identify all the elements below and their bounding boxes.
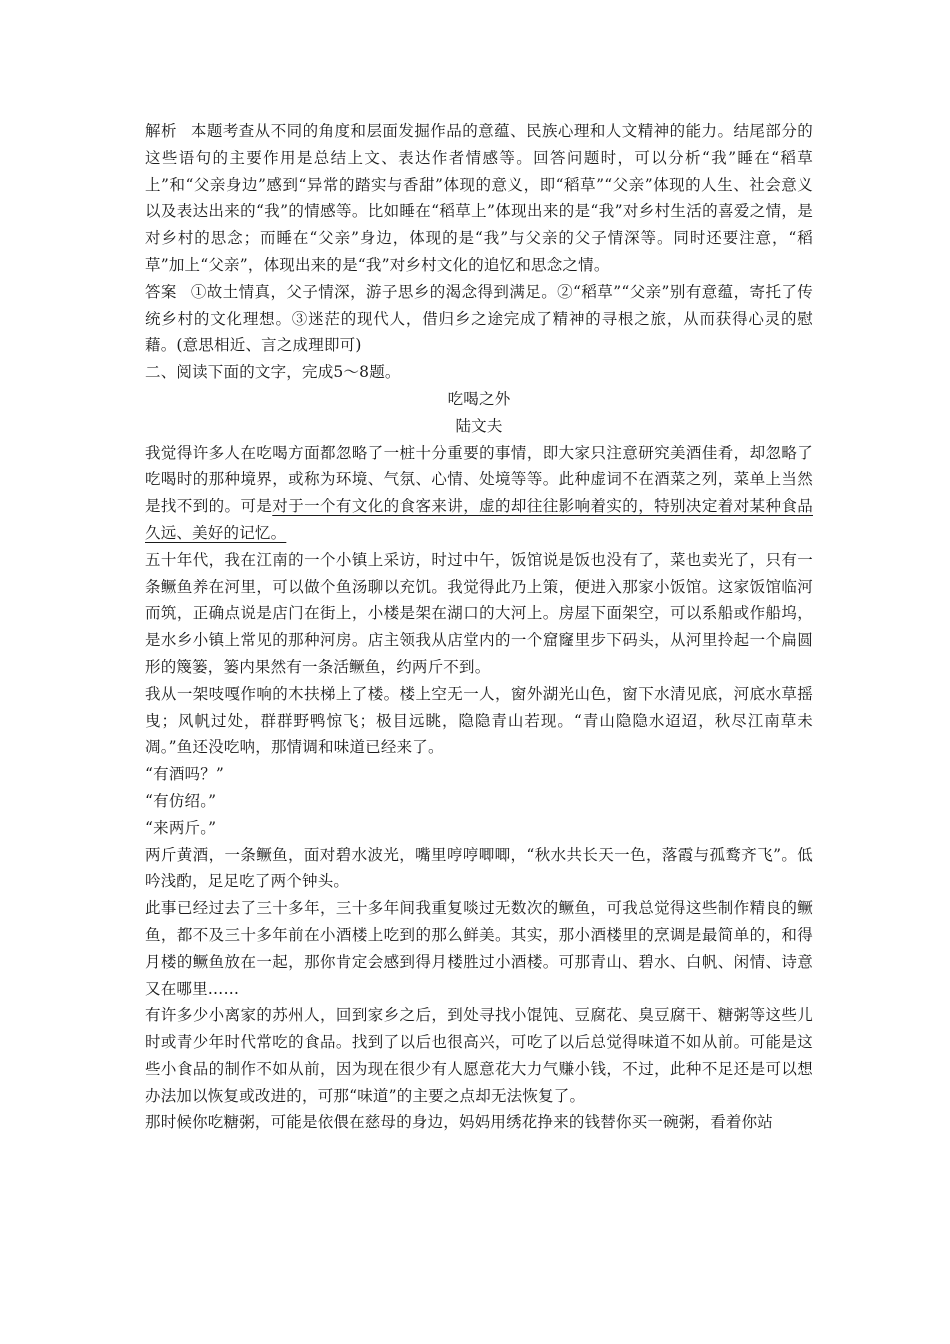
answer-label: 答案: [145, 282, 177, 301]
document-page: [145, 118, 813, 1136]
article-paragraph-1: [145, 440, 813, 547]
analysis-label: 解析: [145, 122, 177, 140]
analysis-paragraph: [145, 118, 813, 279]
analysis-text: 本题考查从不同的角度和层面发掘作品的意蕴、民族心理和人文精神的能力。结尾部分的这些语句的主要作用是总结上文、表达作者情感等。回答问题时，可以分析“我”睡在“稻草上”和“父亲身边”感到“异常的踏实与香甜”体现的意义，即“稻草”“父亲”体现的人生、社会意义以及表达出来的“我”的情感等。比如睡在“稻草上”体现出来的是“我”对乡村生活的喜爱之情，是对乡村的思念；而睡在“父亲”身边，体现的是“我”与父亲的父子情深等。同时还要注意，“稻草”加上“父亲”，体现出来的是“我”对乡村文化的追忆和思念之情。: [145, 122, 813, 274]
underlined-sentence: 对于一个有文化的食客来讲，虚的却往往影响着实的，特别决定着对某种食品久远、美好的记忆。: [145, 497, 813, 542]
dialogue-line-3: “来两斤。”: [145, 818, 217, 837]
article-paragraph-2: 五十年代，我在江南的一个小镇上采访，时过中午，饭馆说是饭也没有了，菜也卖光了，只有一条鳜鱼养在河里，可以做个鱼汤聊以充饥。我觉得此乃上策，便进入那家小饭馆。这家饭馆临河而筑，正确点说是店门在街上，小楼是架在湖口的大河上。房屋下面架空，可以系船或作船坞，是水乡小镇上常见的那种河房。店主领我从店堂内的一个窟窿里步下码头，从河里拎起一个扁圆形的篾篓，篓内果然有一条活鳜鱼，约两斤不到。: [145, 550, 813, 676]
dialogue-line-2: “有仿绍。”: [145, 791, 217, 810]
article-paragraph-10: 那时候你吃糖粥，可能是依偎在慈母的身边，妈妈用绣花挣来的钱替你买一碗粥，看着你站: [145, 1113, 774, 1132]
answer-paragraph: [145, 279, 813, 359]
dialogue-line-1: “有酒吗？”: [145, 765, 225, 784]
article-paragraph-7: 两斤黄酒，一条鳜鱼，面对碧水波光，嘴里哼哼唧唧，“秋水共长天一色，落霞与孤鹜齐飞”。低吟浅酌，足足吃了两个钟头。: [145, 845, 813, 891]
article-title: 吃喝之外: [447, 389, 511, 408]
article-paragraph-3: 我从一架吱嘎作响的木扶梯上了楼。楼上空无一人，窗外湖光山色，窗下水清见底，河底水草摇曳；风帆过处，群群野鸭惊飞；极目远眺，隐隐青山若现。“青山隐隐水迢迢，秋尽江南草未凋。”鱼还没吃呐，那情调和味道已经来了。: [145, 684, 813, 757]
section-heading: 二、阅读下面的文字，完成5～8题。: [145, 363, 401, 382]
article-paragraph-8: 此事已经过去了三十多年，三十多年间我重复啖过无数次的鳜鱼，可我总觉得这些制作精良的鳜鱼，都不及三十多年前在小酒楼上吃到的那么鲜美。其实，那小酒楼里的烹调是最简单的，和得月楼的鳜鱼放在一起，那你肯定会感到得月楼胜过小酒楼。可那青山、碧水、白帆、闲情、诗意又在哪里……: [145, 899, 813, 998]
article-paragraph-9: 有许多少小离家的苏州人，回到家乡之后，到处寻找小馄饨、豆腐花、臭豆腐干、糖粥等这些儿时或青少年时代常吃的食品。找到了以后也很高兴，可吃了以后总觉得味道不如从前。可能是这些小食品的制作不如从前，因为现在很少有人愿意花大力气赚小钱，不过，此种不足还是可以想办法加以恢复或改进的，可那“味道”的主要之点却无法恢复了。: [145, 1006, 813, 1105]
answer-text: ①故土情真，父子情深，游子思乡的渴念得到满足。②“稻草”“父亲”别有意蕴，寄托了传统乡村的文化理想。③迷茫的现代人，借归乡之途完成了精神的寻根之旅，从而获得心灵的慰藉。(意思相近、言之成理即可): [145, 282, 813, 355]
article-author: 陆文夫: [455, 416, 503, 435]
paragraph-1-text: 我觉得许多人在吃喝方面都忽略了一桩十分重要的事情，即大家只注意研究美酒佳肴，却忽略了吃喝时的那种境界，或称为环境、气氛、心情、处境等等。此种虚词不在酒菜之列，菜单上当然是找不到的。可是: [145, 443, 813, 516]
